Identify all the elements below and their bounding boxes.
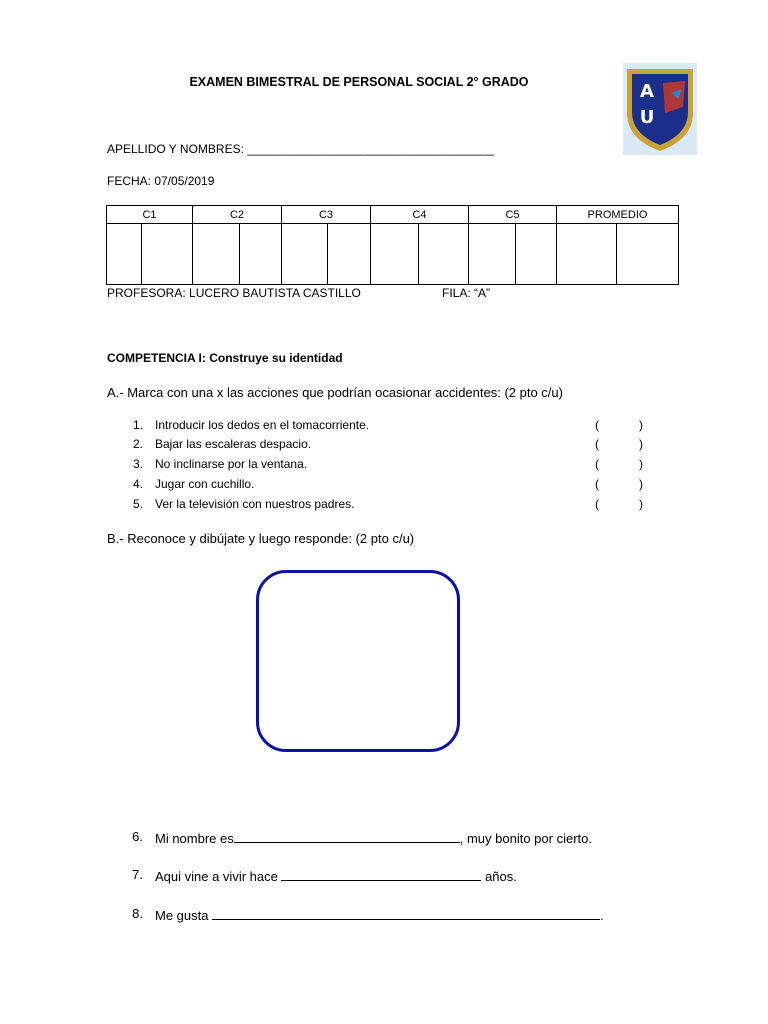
grade-cell[interactable] — [240, 224, 282, 285]
question-number: 7. — [132, 867, 143, 882]
question-prefix: Me gusta — [155, 908, 213, 923]
section-a-instruction: A.- Marca con una x las acciones que podrían ocasionar accidentes: (2 pto c/u) — [107, 385, 563, 400]
list-item — [0, 497, 768, 513]
answer-paren-close[interactable]: ) — [639, 477, 643, 491]
header-c1: C1 — [107, 206, 193, 224]
question-line — [155, 906, 604, 923]
section-b-instruction: B.- Reconoce y dibújate y luego responde: (2 pto c/u) — [107, 531, 415, 546]
school-logo — [623, 63, 697, 155]
svg-text:A: A — [640, 81, 654, 102]
header-promedio: PROMEDIO — [557, 206, 679, 224]
item-text: Jugar con cuchillo. — [155, 477, 255, 491]
drawing-box[interactable] — [256, 570, 460, 752]
teacher-label: PROFESORA: LUCERO BAUTISTA CASTILLO — [107, 286, 361, 300]
grade-cell[interactable] — [193, 224, 240, 285]
page-title: EXAMEN BIMESTRAL DE PERSONAL SOCIAL 2° GRADO — [189, 75, 529, 89]
grade-cell[interactable] — [328, 224, 371, 285]
list-item — [0, 437, 768, 453]
grade-cell[interactable] — [282, 224, 328, 285]
item-number: 2. — [132, 437, 143, 451]
question-line — [155, 867, 517, 884]
question-line — [155, 829, 592, 846]
answer-paren-open[interactable]: ( — [595, 477, 599, 491]
name-label: APELLIDO Y NOMBRES: — [107, 142, 244, 156]
answer-blank[interactable] — [212, 906, 600, 920]
header-c4: C4 — [371, 206, 469, 224]
answer-paren-close[interactable]: ) — [639, 457, 643, 471]
competencia-title: COMPETENCIA I: Construye su identidad — [107, 351, 343, 365]
question-number: 6. — [132, 829, 143, 844]
grade-cell[interactable] — [371, 224, 419, 285]
item-number: 3. — [132, 457, 143, 471]
list-item — [0, 477, 768, 493]
grade-cell[interactable] — [516, 224, 557, 285]
item-text: No inclinarse por la ventana. — [155, 457, 308, 471]
question-suffix: . — [600, 908, 604, 923]
item-text: Ver la televisión con nuestros padres. — [155, 497, 355, 511]
grade-table-row — [107, 224, 679, 285]
grade-cell[interactable] — [142, 224, 193, 285]
grade-cell[interactable] — [107, 224, 142, 285]
question-suffix: años. — [481, 869, 517, 884]
header-c5: C5 — [469, 206, 557, 224]
grade-cell[interactable] — [617, 224, 679, 285]
answer-paren-close[interactable]: ) — [639, 497, 643, 511]
list-item — [0, 457, 768, 473]
header-c3: C3 — [282, 206, 371, 224]
question-prefix: Mi nombre es — [155, 831, 234, 846]
item-number: 1. — [132, 418, 143, 432]
answer-blank[interactable] — [281, 867, 481, 881]
question-prefix: Aqui vine a vivir hace — [155, 869, 282, 884]
answer-paren-open[interactable]: ( — [595, 437, 599, 451]
question-number: 8. — [132, 906, 143, 921]
svg-text:U: U — [639, 107, 655, 128]
grade-table — [106, 205, 679, 285]
list-item — [0, 418, 768, 434]
grade-cell[interactable] — [557, 224, 617, 285]
answer-paren-open[interactable]: ( — [595, 418, 599, 432]
question-suffix: , muy bonito por cierto. — [459, 831, 592, 846]
grade-table-header — [107, 206, 679, 224]
item-text: Bajar las escaleras despacio. — [155, 437, 312, 451]
answer-paren-close[interactable]: ) — [639, 418, 643, 432]
item-number: 4. — [132, 477, 143, 491]
row-label: FILA: “A” — [442, 286, 491, 300]
answer-blank[interactable] — [234, 829, 460, 843]
answer-paren-open[interactable]: ( — [595, 497, 599, 511]
answer-paren-open[interactable]: ( — [595, 457, 599, 471]
grade-cell[interactable] — [469, 224, 516, 285]
date-label: FECHA: 07/05/2019 — [107, 174, 215, 188]
answer-paren-close[interactable]: ) — [639, 437, 643, 451]
grade-cell[interactable] — [419, 224, 469, 285]
name-field — [107, 142, 494, 156]
header-c2: C2 — [193, 206, 282, 224]
name-blank[interactable]: _____________________________________ — [247, 142, 495, 156]
item-number: 5. — [132, 497, 143, 511]
item-text: Introducir los dedos en el tomacorriente. — [155, 418, 370, 432]
